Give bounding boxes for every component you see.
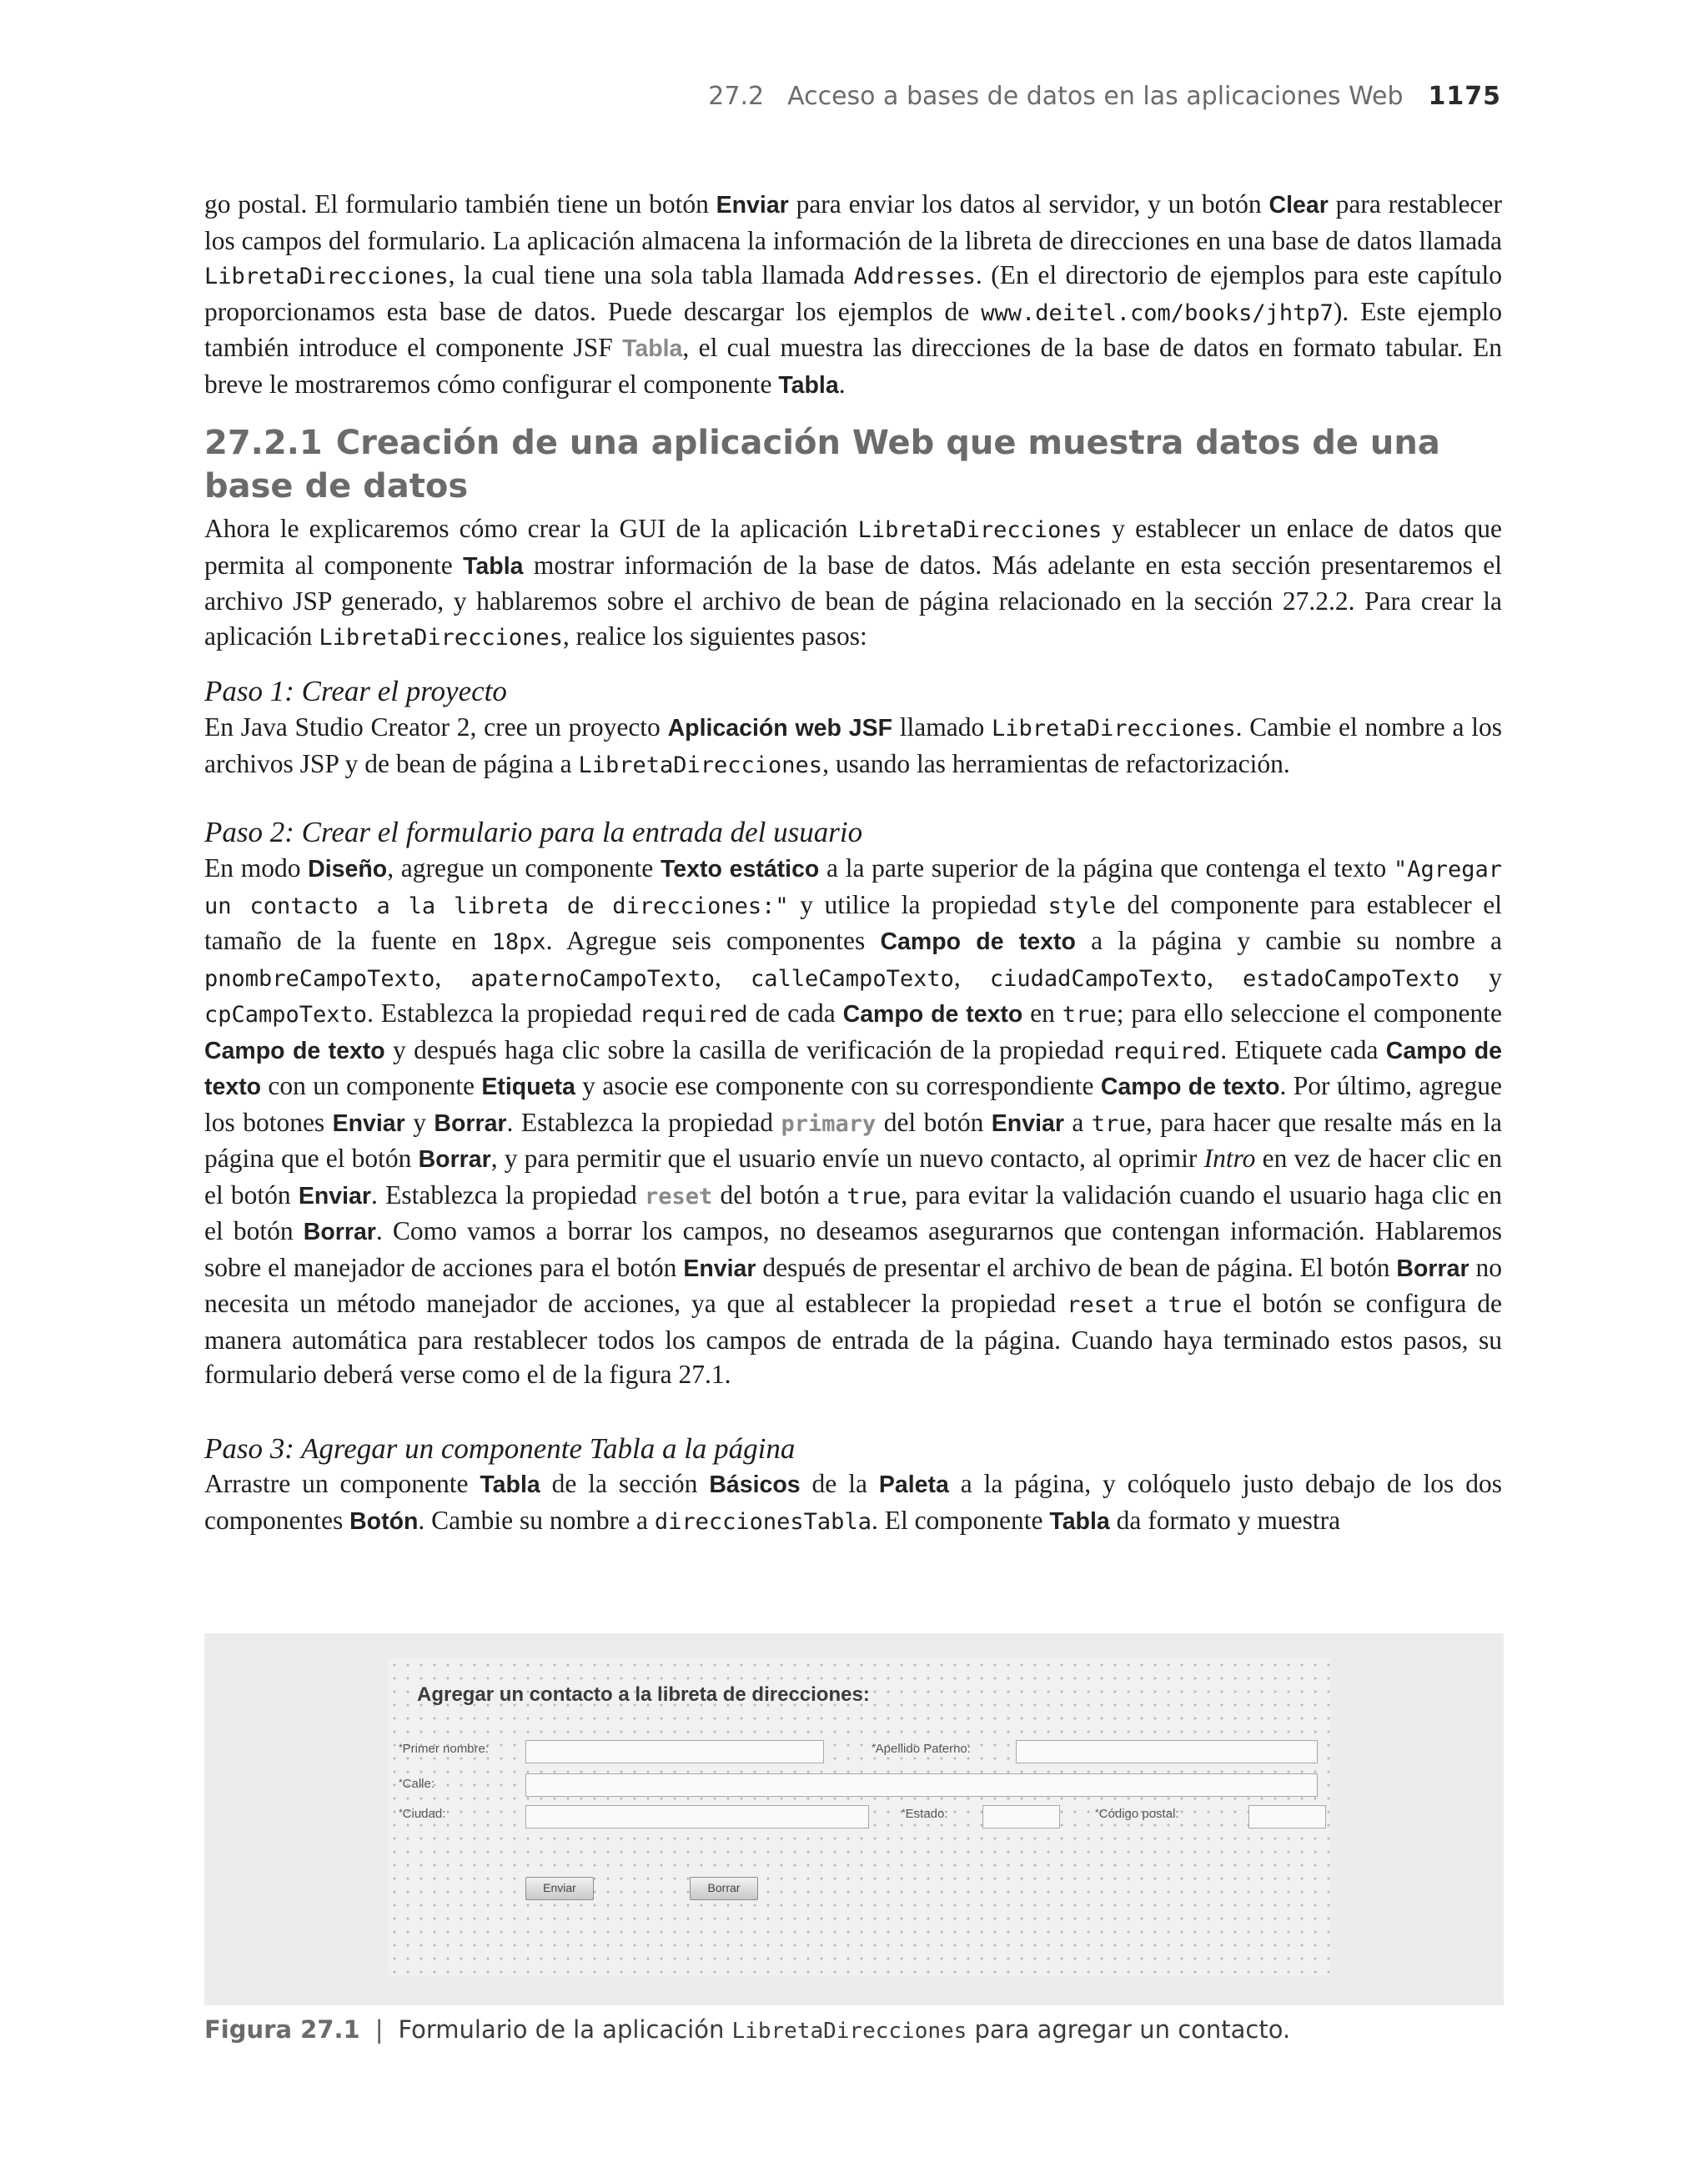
ui-term: Clear [1268, 192, 1329, 219]
ui-term: Tabla [622, 335, 683, 362]
step2-paragraph: En modo Diseño, agregue un componente Texto estático a la parte superior de la página que contenga el texto "Agregar un contacto a la libreta de direcciones:" y utilice la propiedad style del componente para establecer el tamaño de la fuente en 18px. Agregue seis componentes Campo de texto a la página y cambie su nombre a pnombreCampoTexto, apaternoCampoTexto, calleCampoTexto, ciudadCampoTexto, estadoCampoTexto y cpCampoTexto. Establezca la propiedad required de cada Campo de texto en true; para ello seleccione el componente Campo de texto y después haga clic sobre la casilla de verificación de la propiedad required. Etiquete cada Campo de texto con un componente Etiqueta y asocie ese componente con su correspondiente Campo de texto. Por último, agregue los botones Enviar y Borrar. Establezca la propiedad primary del botón Enviar a true, para hacer que resalte más en la página que el botón Borrar, y para permitir que el usuario envíe un nuevo contacto, al oprimir Intro en vez de hacer clic en el botón Enviar. Establezca la propiedad reset del botón a true, para evitar la validación cuando el usuario haga clic en el botón Borrar. Como vamos a borrar los campos, no deseamos asegurarnos que contengan información. Hablaremos sobre el manejador de acciones para el botón Enviar después de presentar el archivo de bean de página. El botón Borrar no necesita un método manejador de acciones, ya que al establecer la propiedad reset a true el botón se configura de manera automática para restablecer todos los campos de entrada de la página. Cuando haya terminado estos pasos, su formulario deberá verse como el de la figura 27.1. [204, 853, 1503, 1389]
header-section-number: 27.2 [708, 82, 765, 111]
figure-panel [204, 1633, 1504, 2005]
street-label: *Calle: [399, 1777, 435, 1791]
form-title: Agregar un contacto a la libreta de direcciones: [417, 1683, 870, 1706]
caption-separator: | [374, 2015, 384, 2044]
zip-input[interactable] [1248, 1805, 1326, 1828]
last-name-input[interactable] [1016, 1740, 1318, 1763]
url-text: www.deitel.com/books/jhtp7 [981, 299, 1334, 326]
step1-title: Paso 1: Crear el proyecto [204, 675, 507, 707]
section-heading [204, 421, 1502, 508]
code-term: LibretaDirecciones [204, 264, 449, 289]
figure-caption: Figura 27.1 | Formulario de la aplicación LibretaDirecciones para agregar un contacto. [204, 2015, 1291, 2044]
step2-title: Paso 2: Crear el formulario para la entrada del usuario [204, 816, 863, 848]
street-input[interactable] [525, 1773, 1318, 1797]
code-term: LibretaDirecciones [319, 624, 563, 651]
step3-paragraph: Arrastre un componente Tabla de la sección Básicos de la Paleta a la página, y colóquelo justo debajo de los dos componentes Botón. Cambie su nombre a direccionesTabla. El componente Tabla da formato y muestra [204, 1469, 1502, 1535]
state-label: *Estado: [902, 1807, 948, 1821]
first-name-label: *Primer nombre: [399, 1742, 490, 1756]
code-term: LibretaDirecciones [731, 2019, 967, 2044]
code-term: LibretaDirecciones [857, 517, 1103, 543]
page-number: 1175 [1428, 82, 1501, 111]
code-term: LibretaDirecciones [578, 752, 823, 778]
submit-button[interactable]: Enviar [525, 1877, 594, 1900]
code-term: LibretaDirecciones [992, 716, 1236, 742]
city-label: *Ciudad: [399, 1807, 446, 1821]
state-input[interactable] [982, 1805, 1060, 1828]
zip-label: *Código postal: [1095, 1807, 1179, 1821]
intro-paragraph: go postal. El formulario también tiene un botón Enviar para enviar los datos al servidor, y un botón Clear para restablecer los campos del formulario. La aplicación almacena la información de la libreta de direcciones en una base de datos llamada LibretaDirecciones, la cual tiene una sola tabla llamada Addresses. (En el directorio de ejemplos para este capítulo proporcionamos esta base de datos. Puede descargar los ejemplos de www.deitel.com/books/jhtp7). Este ejemplo también introduce el componente JSF Tabla, el cual muestra las direcciones de la base de datos en formato tabular. En breve le mostraremos cómo configurar el componente Tabla. [204, 189, 1502, 399]
ui-term: Tabla [778, 371, 839, 399]
ui-term: Enviar [716, 192, 789, 219]
header-title: Acceso a bases de datos en las aplicaciones Web [787, 82, 1404, 111]
ui-term: Tabla [463, 552, 524, 580]
section-title: Creación de una aplicación Web que muestra datos de una base de datos [204, 424, 1440, 506]
running-head [0, 82, 1501, 111]
step1-paragraph: En Java Studio Creator 2, cree un proyecto Aplicación web JSF llamado LibretaDirecciones. Cambie el nombre a los archivos JSP y de bean de página a LibretaDirecciones, usando las herramientas de refactorización. [204, 712, 1502, 778]
last-name-label: *Apellido Paterno: [872, 1742, 971, 1756]
clear-button[interactable]: Borrar [690, 1877, 758, 1900]
code-term: Addresses [853, 264, 976, 289]
city-input[interactable] [525, 1805, 869, 1828]
overview-paragraph: Ahora le explicaremos cómo crear la GUI de la aplicación LibretaDirecciones y establecer un enlace de datos que permita al componente Tabla mostrar información de la base de datos. Más adelante en esta sección presentaremos el archivo JSP generado, y hablaremos sobre el archivo de bean de página relacionado en la sección 27.2.2. Para crear la aplicación LibretaDirecciones, realice los siguientes pasos: [204, 514, 1502, 651]
figure-label: Figura 27.1 [204, 2015, 360, 2044]
ui-term: Aplicación web JSF [667, 715, 893, 742]
section-number: 27.2.1 [204, 424, 323, 462]
step3-title: Paso 3: Agregar un componente Tabla a la página [204, 1432, 796, 1465]
first-name-input[interactable] [525, 1740, 824, 1763]
